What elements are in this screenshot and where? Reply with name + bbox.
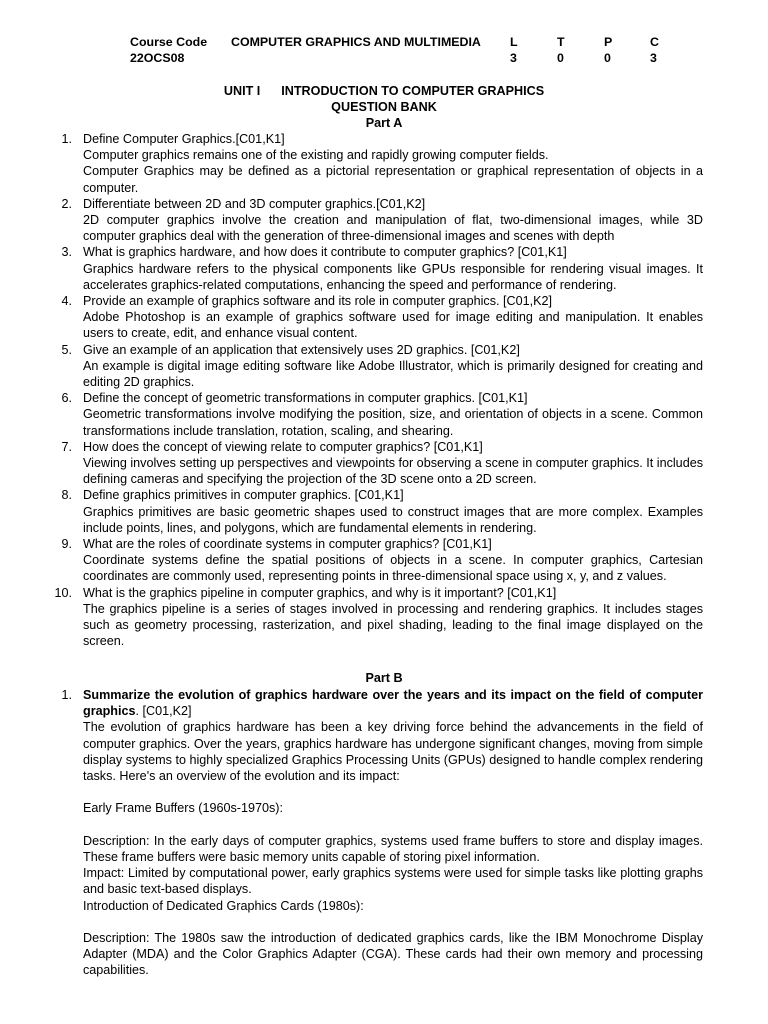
question-text: Provide an example of graphics software and its role in computer graphics. [C01,K2]: [83, 294, 553, 309]
answer-text: Viewing involves setting up perspectives and viewpoints for observing a scene in computer graphics. It includes defining cameras and specifying the projection of the 3D scene onto a 2D screen.: [83, 456, 703, 487]
course-code-column: [130, 34, 207, 66]
part-a-questions: [0, 131, 768, 650]
question-number: 2.: [61, 196, 72, 211]
ltpc-l-label: L: [510, 35, 518, 49]
ltpc-c: [650, 34, 659, 66]
question-text: Give an example of an application that extensively uses 2D graphics. [C01,K2]: [83, 342, 520, 357]
question-item: [0, 342, 768, 391]
question-text: [83, 687, 703, 719]
answer-intro: The evolution of graphics hardware has been a key driving force behind the advancements in the field of computer graphics. Over the years, graphics hardware has undergone significant changes, moving from simple display systems to highly specialized Graphics Processing Units (GPUs) designed to handle complex rendering tasks. Here's an overview of the evolution and its impact:: [83, 720, 703, 784]
question-item: [0, 536, 768, 585]
answer-line: Computer graphics remains one of the existing and rapidly growing computer fields.: [83, 148, 549, 163]
answer-text: An example is digital image editing software like Adobe Illustrator, which is primarily designed for creating and editing 2D graphics.: [83, 358, 703, 390]
question-tag: . [C01,K2]: [135, 704, 192, 719]
answer-text: 2D computer graphics involve the creation and manipulation of flat, two-dimensional images, while 3D computer graphics deal with the generation of three-dimensional images and scenes with depth: [83, 213, 703, 244]
ltpc-t-value: 0: [557, 51, 564, 65]
question-number: 4.: [61, 294, 72, 309]
part-b-title: Part B: [365, 671, 403, 685]
question-item: [0, 293, 768, 342]
section-impact: Impact: Limited by computational power, early graphics systems were used for simple tasks like plotting graphs and basic text-based displays.: [83, 866, 703, 897]
question-item: [0, 131, 768, 196]
ltpc-c-label: C: [650, 35, 659, 49]
answer-text: The graphics pipeline is a series of stages involved in processing and rendering graphics. It includes stages such as geometry processing, rasterization, and pixel shading, leading to the final image displayed on the screen.: [83, 601, 703, 649]
question-bold-text: Summarize the evolution of graphics hardware over the years and its impact on the field of computer graphics: [83, 688, 703, 719]
answer-text: [83, 147, 703, 196]
question-item: [0, 487, 768, 536]
question-number: 8.: [61, 488, 72, 503]
course-header: [130, 34, 690, 66]
answer-text: Graphics hardware refers to the physical components like GPUs responsible for rendering visual images. It accelerates graphics-related computations, enhancing the speed and performance of rendering.: [83, 261, 703, 292]
answer-text: Geometric transformations involve modifying the position, size, and orientation of objects in a scene. Common transformations include translation, rotation, scaling, and shearing.: [83, 407, 703, 438]
course-name: [231, 34, 481, 50]
course-name-text: COMPUTER GRAPHICS AND MULTIMEDIA: [231, 35, 481, 49]
question-number: 6.: [61, 391, 72, 406]
question-item: [0, 687, 768, 979]
ltpc-t: [557, 34, 565, 66]
question-text: What is graphics hardware, and how does it contribute to computer graphics? [C01,K1]: [83, 245, 567, 260]
question-bank-title: QUESTION BANK: [331, 100, 437, 114]
question-text: What is the graphics pipeline in computer graphics, and why is it important? [C01,K1]: [83, 585, 557, 600]
ltpc-p-value: 0: [604, 51, 611, 65]
answer-text: Coordinate systems define the spatial positions of objects in a scene. In computer graphics, Cartesian coordinates are commonly used, representing points in three-dimensional space using x, y, and z values.: [83, 553, 703, 584]
section-title: Introduction of Dedicated Graphics Cards (1980s):: [83, 898, 364, 913]
question-item: [0, 390, 768, 439]
part-b-questions: [0, 687, 768, 979]
spacer: [0, 914, 768, 930]
course-code-label: Course Code: [130, 35, 208, 49]
section-description: Description: The 1980s saw the introduction of dedicated graphics cards, like the IBM Monochrome Display Adapter (MDA) and the Color Graphics Adapter (CGA). These cards had their own memory and processing capabilities.: [83, 931, 703, 978]
question-item: [0, 585, 768, 650]
question-number: 3.: [61, 245, 72, 260]
question-item: [0, 244, 768, 293]
spacer: [0, 817, 768, 833]
question-item: [0, 196, 768, 245]
answer-line: Computer Graphics may be defined as a pictorial representation or graphical representation of objects in a computer.: [83, 164, 703, 195]
question-number: 1.: [61, 132, 72, 146]
ltpc-l: [510, 34, 518, 66]
answer-text: Adobe Photoshop is an example of graphics software used for image editing and manipulation. It enables users to create, edit, and enhance visual content.: [83, 310, 703, 341]
question-number: 10.: [54, 585, 72, 600]
course-code: 22OCS08: [130, 51, 185, 65]
question-text: What are the roles of coordinate systems in computer graphics? [C01,K1]: [83, 537, 492, 552]
part-a-title: Part A: [365, 116, 403, 130]
section-title: Early Frame Buffers (1960s-1970s):: [83, 801, 283, 816]
question-text: Define the concept of geometric transformations in computer graphics. [C01,K1]: [83, 391, 528, 406]
spacer: [0, 784, 768, 800]
question-text: How does the concept of viewing relate to computer graphics? [C01,K1]: [83, 439, 483, 454]
answer-text: Graphics primitives are basic geometric shapes used to construct images that are more complex. Examples include points, lines, and polygons, which are fundamental elements in rendering.: [83, 504, 703, 535]
question-number: 7.: [61, 439, 72, 454]
ltpc-c-value: 3: [650, 51, 657, 65]
unit-title: UNIT I INTRODUCTION TO COMPUTER GRAPHICS: [223, 84, 545, 98]
ltpc-p-label: P: [604, 35, 613, 49]
question-text: Differentiate between 2D and 3D computer graphics.[C01,K2]: [83, 196, 426, 211]
question-text: Define Computer Graphics.[C01,K1]: [83, 132, 285, 146]
question-number: 9.: [61, 537, 72, 552]
ltpc-l-value: 3: [510, 51, 517, 65]
question-number: 5.: [61, 342, 72, 357]
question-text: Define graphics primitives in computer graphics. [C01,K1]: [83, 488, 404, 503]
ltpc-p: [604, 34, 612, 66]
ltpc-t-label: T: [557, 35, 565, 49]
question-item: [0, 439, 768, 488]
question-number: 1.: [61, 688, 72, 702]
section-description: Description: In the early days of computer graphics, systems used frame buffers to store and display images. These frame buffers were basic memory units capable of storing pixel information.: [83, 833, 703, 864]
